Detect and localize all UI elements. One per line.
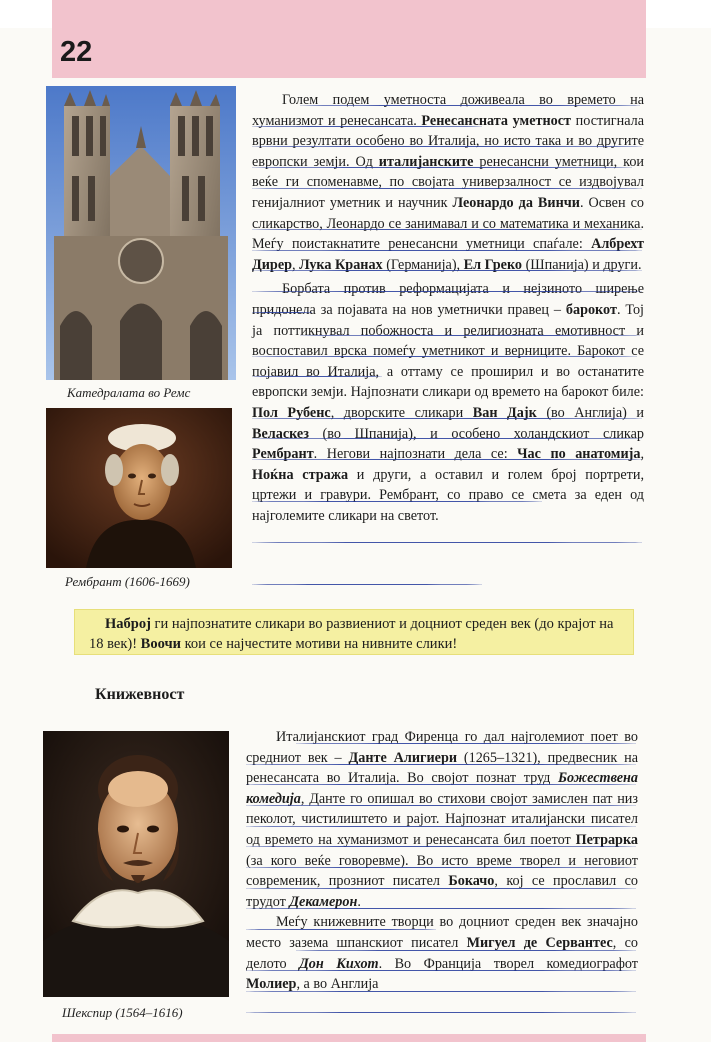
- literature-text: [246, 727, 638, 995]
- footer-band: [52, 1034, 646, 1042]
- task-box: [74, 609, 634, 655]
- rembrandt-portrait: [46, 408, 232, 568]
- shakespeare-portrait: [43, 731, 229, 997]
- paragraph-dante: Италијанскиот град Фиренца го дал најголемиот поет во средниот век – Данте Алигиери (1265–1321), предвесник на ренесансата во Италија. Во својот познат труд Божествена комедија, Данте го опишал во стихови својот замислен пат низ пеколот, чистилиштето и рајот. Најпознат италијански писател од времето на хуманизмот и ренесансата бил поетот Петрарка (за кого веќе говоревме). Во исто време творел и неговиот современик, прозниот писател Бокачо, кој се прославил со трудот Декамерон.: [246, 729, 638, 910]
- paragraph-late-middle-ages: Меѓу книжевните творци во доцниот среден век значајно место зазема шпанскиот писател Мигуел де Сервантес, со делото Дон Кихот. Во Франција творел комедиографот Молиер, а во Англија: [246, 914, 639, 993]
- page-number: 22: [60, 36, 93, 68]
- header-band: [52, 0, 646, 78]
- shakespeare-caption: Шекспир (1564–1616): [62, 1005, 183, 1020]
- paragraph-baroque: Борбата против реформацијата и нејзиното ширење придонела за појавата на нов уметнички правец – барокот. Тој ја поттикнувал побожноста и религиозната емотивност и воспоставил врска помеѓу уметникот и верниците. Барокот се појавил во Италија, а оттаму се проширил и во останатите европски земји. Најпознати сликари од времето на барокот биле: Пол Рубенс, дворските сликари Ван Дајк (во Англија) и Веласкез (во Шпанија), и особено холандскиот сликар Рембрант. Негови најпознати дела се: Час по анатомија, Ноќна стража и други, а оставил и голем број портрети, цртежи и гравури. Рембрант, со право се смета за еден од најголемите сликари на светот.: [252, 281, 645, 524]
- art-text: [252, 90, 644, 526]
- task-text: Наброј ги најпознатите сликари во развиениот и доцниот среден век (до крајот на 18 век)! Воочи кои се најчестите мотиви на нивните слики!: [89, 616, 614, 652]
- cathedral-photo: [46, 86, 236, 380]
- paragraph-renaissance-art: Голем подем уметноста доживеала во времето на хуманизмот и ренесансата. Ренесансната уметност постигнала врвни резултати особено во Италија, но исто така и во другите европски земји. Од италијанските ренесансни уметници, кои веќе ги споменавме, по својата универзалност се издвојувал генијалниот уметник и научник Леонардо да Винчи. Освен со сликарство, Леонардо се занимавал и со математика и механика. Меѓу поистакнатите ренесансни уметници спаѓале: Албрехт Дирер, Лука Кранах (Германија), Ел Греко (Шпанија) и други.: [252, 92, 645, 273]
- rembrandt-caption: Рембрант (1606-1669): [65, 574, 190, 589]
- section-heading-literature: Книжевност: [95, 686, 185, 703]
- cathedral-caption: Катедралата во Ремс: [67, 385, 191, 400]
